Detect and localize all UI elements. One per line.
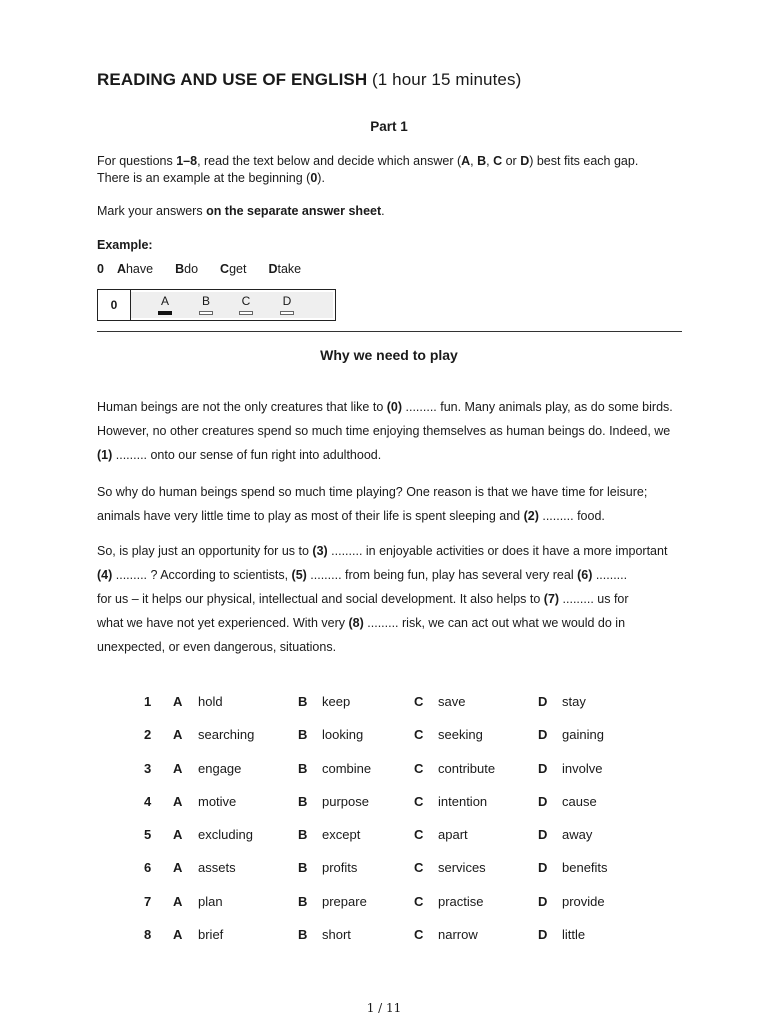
example-letter-b: B	[175, 262, 185, 276]
question-row-6	[97, 852, 687, 885]
instr-text: , read the text below and decide which answer (	[197, 154, 462, 168]
passage-text: unexpected, or even dangerous, situations.	[97, 640, 337, 654]
option-letter-a: A	[173, 793, 183, 809]
question-number: 7	[144, 893, 152, 909]
example-options	[97, 262, 323, 276]
option-c[interactable]: services	[438, 860, 486, 876]
option-letter-d: D	[538, 727, 548, 743]
question-row-5	[97, 819, 687, 852]
example-word-c: get	[229, 262, 247, 276]
option-letter-d: D	[538, 927, 548, 943]
option-letter-a: A	[173, 760, 183, 776]
option-b[interactable]: except	[322, 827, 361, 843]
option-b[interactable]: keep	[322, 694, 351, 709]
title-bold: READING AND USE OF ENGLISH	[97, 70, 368, 89]
option-letter-b: B	[298, 727, 308, 743]
divider	[97, 331, 682, 332]
question-options-table	[97, 686, 687, 952]
question-number: 5	[144, 827, 152, 843]
option-letter-c: C	[414, 694, 424, 709]
option-a[interactable]: excluding	[198, 827, 253, 843]
option-b[interactable]: short	[322, 927, 351, 943]
passage-text: So, is play just an opportunity for us to	[97, 544, 313, 558]
question-number: 4	[144, 793, 152, 809]
option-d[interactable]: gaining	[562, 727, 604, 743]
passage-text: ......... ? According to scientists,	[112, 568, 292, 582]
option-letter-d: D	[538, 760, 548, 776]
gap-6: (6)	[577, 568, 593, 582]
title-duration: (1 hour 15 minutes)	[372, 70, 522, 89]
question-number: 6	[144, 860, 152, 876]
option-d[interactable]: benefits	[562, 860, 608, 876]
answer-box-number: 0	[98, 290, 131, 320]
option-letter-b: B	[298, 760, 308, 776]
gap-1: (1)	[97, 448, 113, 462]
option-b[interactable]: looking	[322, 727, 364, 743]
passage-text: Human beings are not the only creatures that like to	[97, 400, 387, 414]
gap-5: (5)	[291, 568, 307, 582]
passage-text: animals have very little time to play as most of their life is spent sleeping and	[97, 509, 524, 523]
option-letter-b: B	[298, 927, 308, 943]
option-letter-a: A	[173, 893, 183, 909]
question-row-1	[97, 686, 687, 719]
passage-text: ......... from being fun, play has several very real	[306, 568, 578, 582]
passage-text: for us – it helps our physical, intellectual and social development. It also helps to	[97, 592, 544, 606]
passage-text: ......... risk, we can act out what we would do in	[363, 616, 626, 630]
passage-text: However, no other creatures spend so much time enjoying themselves as human beings do. Indeed, we	[97, 424, 671, 438]
passage-paragraph-2	[97, 480, 687, 528]
option-c[interactable]: seeking	[438, 727, 483, 743]
instr-letter: B	[477, 154, 487, 168]
instr-letter: D	[520, 154, 530, 168]
instr-text: or	[502, 154, 521, 168]
option-d[interactable]: away	[562, 827, 593, 843]
option-letter-d: D	[538, 694, 548, 709]
text-title: Why we need to play	[320, 347, 458, 363]
answer-option-c[interactable]	[236, 294, 256, 315]
instr-example-num: 0	[310, 171, 318, 185]
answer-letter: D	[282, 294, 292, 308]
example-answer-box	[97, 289, 336, 321]
option-d[interactable]: cause	[562, 793, 597, 809]
option-d[interactable]: stay	[562, 694, 586, 709]
option-letter-c: C	[414, 927, 424, 943]
page-title	[97, 70, 521, 90]
question-row-8	[97, 919, 687, 952]
option-c[interactable]: narrow	[438, 927, 478, 943]
option-letter-d: D	[538, 827, 548, 843]
passage-text: ......... us for	[559, 592, 629, 606]
gap-0: (0)	[386, 400, 403, 414]
option-a[interactable]: assets	[198, 860, 236, 876]
example-number: 0	[97, 262, 104, 276]
passage-text: what we have not yet experienced. With very	[97, 616, 349, 630]
page-number: 1 / 11	[366, 1001, 402, 1015]
option-letter-b: B	[298, 793, 308, 809]
example-letter-c: C	[220, 262, 230, 276]
option-b[interactable]: combine	[322, 760, 372, 776]
question-row-4	[97, 786, 687, 819]
passage-text: ......... in enjoyable activities or does it have a more important	[327, 544, 668, 558]
answer-letter: B	[201, 294, 210, 308]
answer-mark-empty	[280, 311, 294, 315]
answer-option-a[interactable]	[155, 294, 175, 315]
option-letter-b: B	[298, 893, 308, 909]
instr-text: ,	[486, 154, 494, 168]
option-letter-d: D	[538, 893, 548, 909]
example-word-a: have	[125, 262, 154, 276]
answer-letter: A	[160, 294, 169, 308]
passage-paragraph-3	[97, 539, 687, 659]
question-row-3	[97, 753, 687, 786]
option-a[interactable]: engage	[198, 760, 242, 776]
option-c[interactable]: contribute	[438, 760, 496, 776]
gap-4: (4)	[97, 568, 113, 582]
passage-text: ......... onto our sense of fun right into adulthood.	[112, 448, 382, 462]
option-b[interactable]: purpose	[322, 793, 369, 809]
answer-mark-empty	[239, 311, 253, 315]
gap-8: (8)	[348, 616, 364, 630]
passage-text: ......... fun. Many animals play, as do some birds.	[402, 400, 673, 414]
option-a[interactable]: motive	[198, 793, 237, 809]
option-b[interactable]: prepare	[322, 893, 367, 909]
gap-2: (2)	[523, 509, 539, 523]
option-letter-a: A	[173, 927, 183, 943]
example-word-d: take	[277, 262, 302, 276]
option-c[interactable]: apart	[438, 827, 468, 843]
passage-text: .........	[592, 568, 628, 582]
option-b[interactable]: profits	[322, 860, 358, 876]
mark-text-bold: on the separate answer sheet	[206, 204, 382, 218]
passage-paragraph-1	[97, 395, 687, 467]
answer-option-d[interactable]	[277, 294, 297, 315]
answer-mark-filled	[158, 311, 172, 315]
answer-option-b[interactable]	[196, 294, 216, 315]
option-letter-b: B	[298, 827, 308, 843]
question-row-7	[97, 886, 687, 919]
passage-text: So why do human beings spend so much time playing? One reason is that we have time for leisure;	[97, 485, 648, 499]
option-d[interactable]: provide	[562, 893, 605, 909]
option-d[interactable]: involve	[562, 760, 603, 776]
example-label: Example:	[97, 238, 153, 252]
question-number: 1	[144, 694, 152, 709]
option-letter-b: B	[298, 694, 308, 709]
option-a[interactable]: searching	[198, 727, 255, 743]
instr-text: ) best fits each gap.	[529, 154, 639, 168]
option-letter-a: A	[173, 827, 183, 843]
answer-box-grid	[131, 292, 333, 318]
question-number: 3	[144, 760, 152, 776]
option-c[interactable]: save	[438, 694, 466, 709]
instr-text: ).	[317, 171, 325, 185]
example-word-b: do	[184, 262, 199, 276]
option-letter-d: D	[538, 860, 548, 876]
instr-range: 1–8	[176, 154, 198, 168]
answer-letter: C	[241, 294, 251, 308]
example-letter-d: D	[268, 262, 278, 276]
option-d[interactable]: little	[562, 927, 586, 943]
answer-mark-empty	[199, 311, 213, 315]
instr-text: For questions	[97, 154, 177, 168]
option-c[interactable]: practise	[438, 893, 484, 909]
option-letter-c: C	[414, 860, 424, 876]
option-a[interactable]: plan	[198, 893, 223, 909]
gap-7: (7)	[543, 592, 560, 606]
instr-text: ,	[470, 154, 478, 168]
passage-text: ......... food.	[538, 509, 605, 523]
option-letter-d: D	[538, 793, 548, 809]
question-row-2	[97, 719, 687, 752]
example-letter-a: A	[116, 262, 126, 276]
option-a[interactable]: hold	[198, 694, 223, 709]
instructions	[97, 153, 687, 187]
mark-text: .	[381, 204, 385, 218]
option-letter-a: A	[173, 727, 183, 743]
instr-letter: C	[493, 154, 503, 168]
gap-3: (3)	[312, 544, 328, 558]
instr-letter: A	[461, 154, 471, 168]
option-a[interactable]: brief	[198, 927, 224, 943]
option-letter-b: B	[298, 860, 308, 876]
option-letter-a: A	[173, 694, 183, 709]
mark-text: Mark your answers	[97, 204, 207, 218]
option-letter-c: C	[414, 727, 424, 743]
option-letter-c: C	[414, 793, 424, 809]
option-letter-a: A	[173, 860, 183, 876]
question-number: 2	[144, 727, 152, 743]
mark-instruction	[97, 203, 687, 220]
question-number: 8	[144, 927, 152, 943]
option-letter-c: C	[414, 760, 424, 776]
option-c[interactable]: intention	[438, 793, 488, 809]
instr-text: There is an example at the beginning (	[97, 171, 311, 185]
option-letter-c: C	[414, 827, 424, 843]
option-letter-c: C	[414, 893, 424, 909]
part-heading: Part 1	[370, 119, 408, 134]
